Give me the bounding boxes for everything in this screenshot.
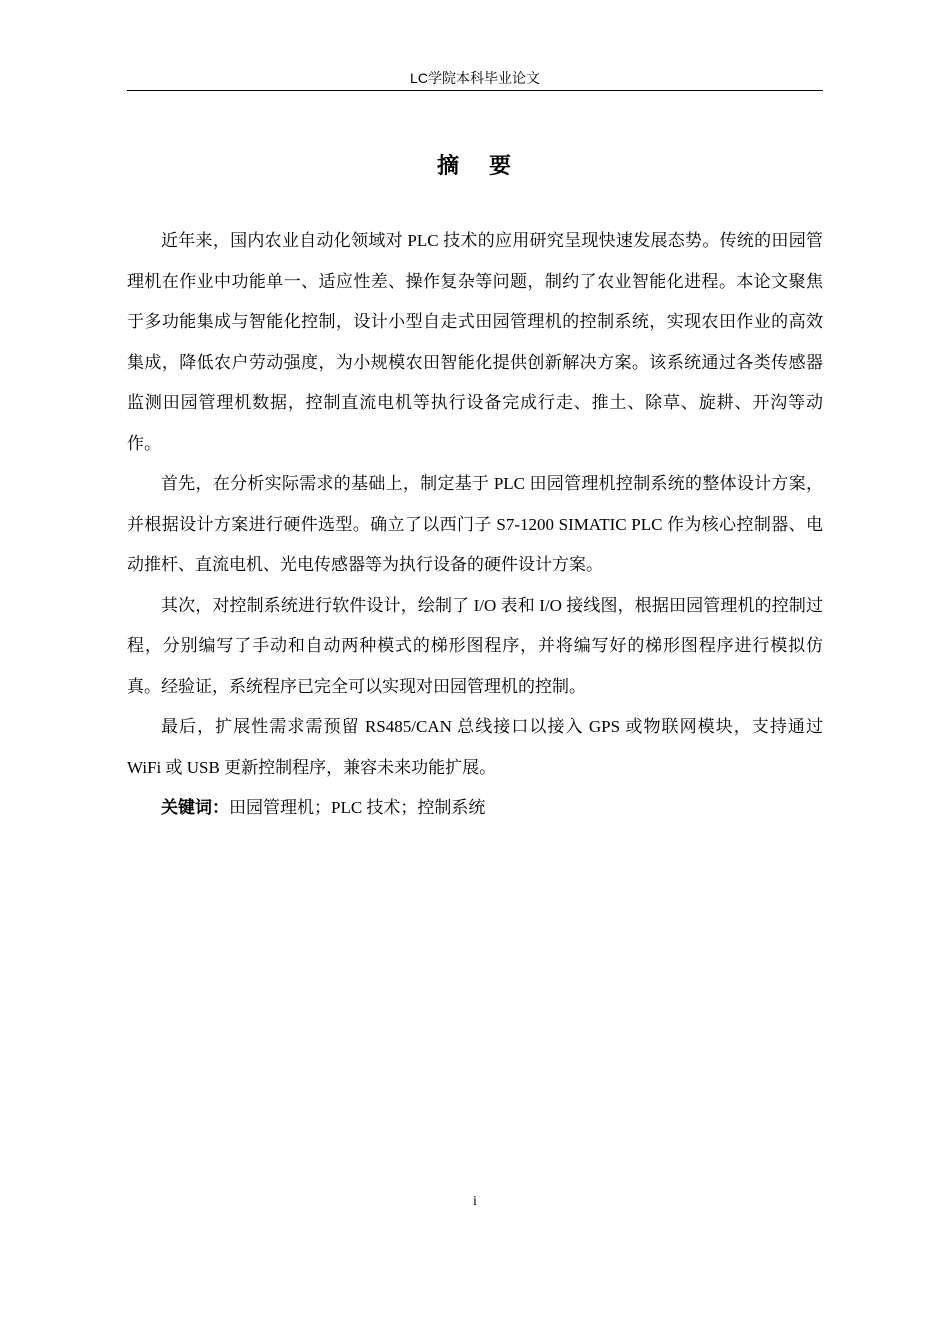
keywords-line bbox=[127, 788, 823, 829]
running-header: LC学院本科毕业论文 bbox=[410, 70, 540, 86]
keywords-text: 田园管理机；PLC 技术；控制系统 bbox=[229, 798, 486, 817]
abstract-title-char-2: 要 bbox=[489, 154, 514, 179]
keywords-label: 关键词： bbox=[161, 798, 229, 818]
page-number: i bbox=[473, 1194, 477, 1209]
abstract-body bbox=[127, 221, 823, 829]
header-rule bbox=[127, 90, 823, 91]
abstract-paragraph-1: 近年来，国内农业自动化领域对 PLC 技术的应用研究呈现快速发展态势。传统的田园管理机在作业中功能单一、适应性差、操作复杂等问题，制约了农业智能化进程。本论文聚焦于多功能集成与智能化控制，设计小型自走式田园管理机的控制系统，实现农田作业的高效集成，降低农户劳动强度，为小规模农田智能化提供创新解决方案。该系统通过各类传感器监测田园管理机数据，控制直流电机等执行设备完成行走、推土、除草、旋耕、开沟等动作。 bbox=[127, 231, 823, 453]
abstract-paragraph-3: 其次，对控制系统进行软件设计，绘制了 I/O 表和 I/O 接线图，根据田园管理机的控制过程，分别编写了手动和自动两种模式的梯形图程序，并将编写好的梯形图程序进行模拟仿真。经验证，系统程序已完全可以实现对田园管理机的控制。 bbox=[127, 595, 823, 696]
abstract-title-char-1: 摘 bbox=[436, 154, 461, 179]
abstract-title bbox=[127, 150, 823, 184]
abstract-paragraph-2: 首先，在分析实际需求的基础上，制定基于 PLC 田园管理机控制系统的整体设计方案，并根据设计方案进行硬件选型。确立了以西门子 S7-1200 SIMATIC PLC 作为核心控制器、电动推杆、直流电机、光电传感器等为执行设备的硬件设计方案。 bbox=[127, 474, 823, 574]
abstract-paragraph-4: 最后，扩展性需求需预留 RS485/CAN 总线接口以接入 GPS 或物联网模块，支持通过 WiFi 或 USB 更新控制程序，兼容未来功能扩展。 bbox=[127, 717, 823, 777]
